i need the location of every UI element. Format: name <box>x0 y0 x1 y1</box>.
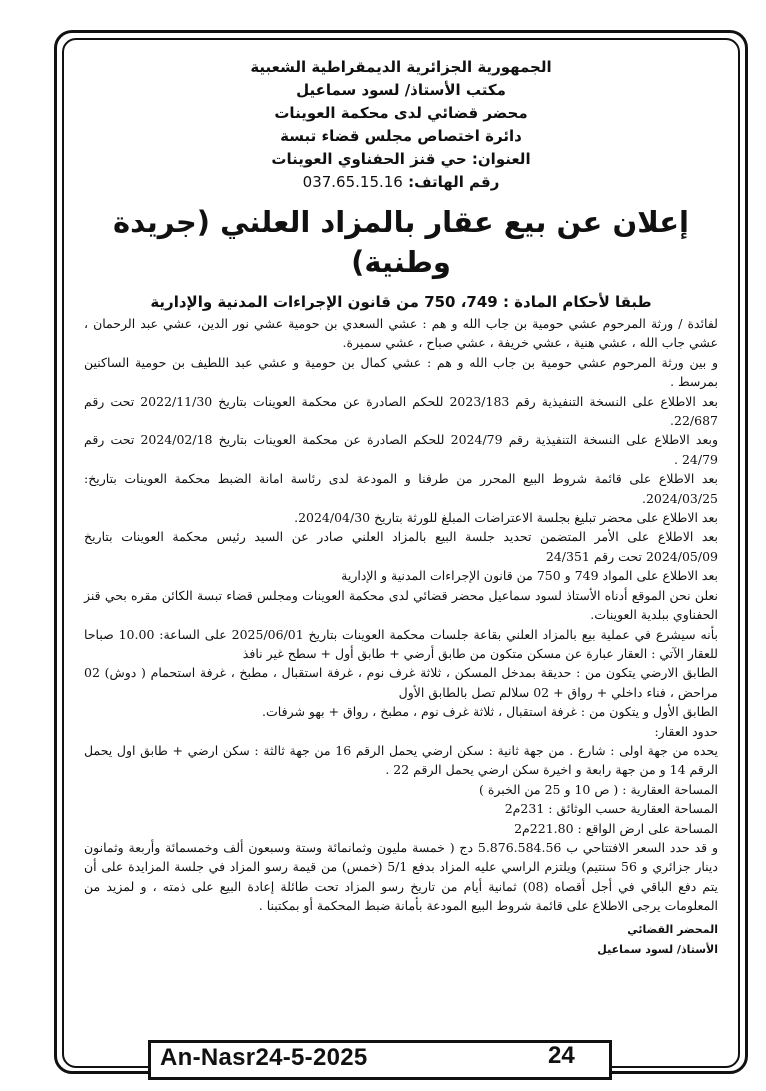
phone-line <box>84 171 718 194</box>
announcement-title: إعلان عن بيع عقار بالمزاد العلني (جريدة وطنية) <box>113 205 689 279</box>
announcement-content <box>84 56 718 960</box>
role-line: محضر قضائي لدى محكمة العوينات <box>274 104 528 122</box>
paragraph: حدود العقار: <box>654 723 718 739</box>
phone-number: 037.65.15.16 <box>302 173 403 191</box>
paragraph: المساحة العقارية : ( ص 10 و 25 من الخبرة ) <box>479 781 718 797</box>
announcement-body <box>84 314 718 916</box>
publication-label: An-Nasr24-5-2025 <box>160 1044 368 1071</box>
header-block <box>84 56 718 194</box>
jurisdiction-line: دائرة اختصاص مجلس قضاء تبسة <box>280 127 522 145</box>
paragraph: بعد الاطلاع على المواد 749 و 750 من قانون الإجراءات المدنية و الإدارية <box>341 568 718 584</box>
paragraph: يحده من جهة اولى : شارع . من جهة ثانية : سكن ارضي يحمل الرقم 16 من جهة ثالثة : سكن ارضي + طابق اول يحمل الرقم 14 و من جهة رابعة و اخيرة سكن ارضي يحمل الرقم 22 . <box>84 742 718 778</box>
paragraph: و بين ورثة المرحوم عشي حومية بن جاب الله و هم : عشي كمال بن حومية و عشي عبد اللطيف بن حومية الساكنين بمرسط . <box>84 354 718 390</box>
legal-reference: طبقا لأحكام المادة : 749، 750 من قانون الإجراءات المدنية والإدارية <box>150 293 652 311</box>
phone-label: رقم الهاتف: <box>408 173 500 191</box>
signature-name: الأستاذ/ لسود سماعيل <box>597 942 718 956</box>
paragraph: و قد حدد السعر الافتتاحي ب 5.876.584.56 دج ( خمسة مليون وثمانمائة وستة وسبعون ألف وخمسمائة وأربعة وثمانون دينار جزائري و 56 سنتيم) ويلتزم الراسي عليه المزاد بدفع 5/1 (خمس) من قيمة رسو المزاد في جلسة المزايدة على أن يتم دفع الباقي في أجل أقصاه (08) ثمانية أيام من تاريخ رسو المزاد تحت طائلة إعادة البيع على ذمته ، و لمزيد من المعلومات يرجى الاطلاع على قائمة شروط البيع المودعة بأمانة ضبط المحكمة أو بمكتبنا . <box>84 839 718 914</box>
paragraph: المساحة العقارية حسب الوثائق : 231م2 <box>504 801 718 817</box>
paragraph: لفائدة / ورثة المرحوم عشي حومية بن جاب الله و هم : عشي السعدي بن حومية عشي نور الدين، عشي عبد الرحمان ، عشي جاب الله ، عشي هنية ، عشي خريفة ، عشي صباح ، عشي سميرة. <box>84 316 718 351</box>
paragraph: بعد الاطلاع على قائمة شروط البيع المحرر من طرفنا و المودعة لدى رئاسة امانة الضبط محكمة العوينات بتاريخ: 2024/03/25. <box>84 471 718 506</box>
republic-line: الجمهورية الجزائرية الديمقراطية الشعبية <box>250 58 552 76</box>
paragraph: الطابق الأول و يتكون من : غرفة استقبال ، ثلاثة غرف نوم ، مطبخ ، رواق + بهو شرفات. <box>262 704 718 720</box>
paragraph: بأنه سيشرع في عملية بيع بالمزاد العلني بقاعة جلسات محكمة العوينات بتاريخ 2025/06/01 على الساعة: 10.00 صباحا للعقار الآتي : العقار عبارة عن مسكن متكون من طابق أرضي + طابق أول + سطح غير نافذ <box>84 626 718 661</box>
address-line: العنوان: حي قنز الحفناوي العوينات <box>271 150 531 168</box>
paragraph: بعد الاطلاع على محضر تبليغ بجلسة الاعتراضات المبلغ للورثة بتاريخ 2024/04/30. <box>294 510 718 526</box>
paragraph: الطابق الارضي يتكون من : حديقة بمدخل المسكن ، ثلاثة غرف نوم ، غرفة استقبال ، مطبخ ، غرفة استحمام ( دوش) 02 مراحض ، فناء داخلي + رواق + 02 سلالم تصل بالطابق الأول <box>84 665 718 700</box>
paragraph: بعد الاطلاع على النسخة التنفيذية رقم 2023/183 للحكم الصادرة عن محكمة العوينات بتاريخ 2022/11/30 تحت رقم 22/687. <box>84 393 718 429</box>
paragraph: بعد الاطلاع على الأمر المتضمن تحديد جلسة البيع بالمزاد العلني صادر عن السيد رئيس محكمة العوينات بتاريخ 2024/05/09 تحت رقم 24/351 <box>84 529 718 564</box>
paragraph: وبعد الاطلاع على النسخة التنفيذية رقم 2024/79 للحكم الصادرة عن محكمة العوينات بتاريخ 2024/02/18 تحت رقم 24/79 . <box>84 432 718 467</box>
office-line: مكتب الأستاذ/ لسود سماعيل <box>296 81 506 99</box>
paragraph: المساحة على ارض الواقع : 221.80م2 <box>514 820 718 836</box>
signature-block <box>84 920 718 960</box>
page-number: 24 <box>548 1042 575 1069</box>
signature-title: المحضر القضائي <box>627 922 718 936</box>
paragraph: نعلن نحن الموقع أدناه الأستاذ لسود سماعيل محضر قضائي لدى محكمة العوينات ومجلس قضاء تبسة الكائن مقره بحي قنز الحفناوي ببلدية العوينات. <box>84 587 718 623</box>
